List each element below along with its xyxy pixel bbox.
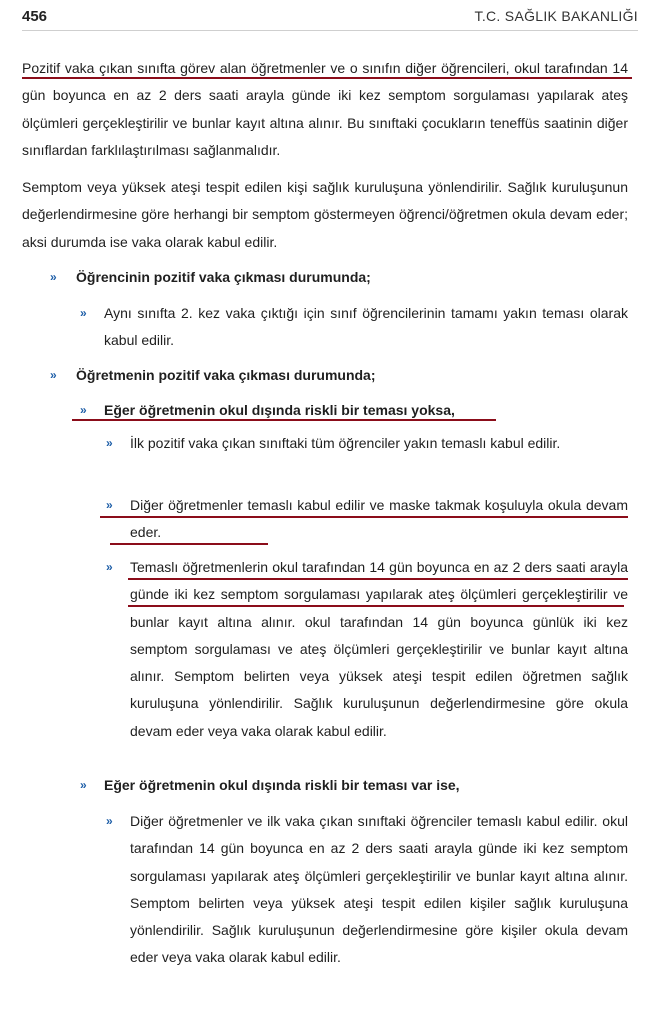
bullet-chevron-icon: »: [80, 403, 86, 417]
contact-text: Diğer öğretmenler ve ilk vaka çıkan sınıftaki öğrenciler temaslı kabul edilir. okul tarafından 14 gün boyunca en az 2 ders saati arayla günde iki kez semptom sorgulaması yapılarak ateş ölçümleri gerçekleştirilir ve bunlar kayıt altına alınır. Semptom belirten veya yüksek ateşi tespit edilen kişiler sağlık kuruluşuna yönlendirilir. Sağlık kuruluşunun değerlendirmesine göre kişiler okula devam eder veya vaka olarak kabul edilir.: [130, 813, 628, 966]
student-case-text: Aynı sınıfta 2. kez vaka çıktığı için sınıf öğrencilerinin tamamı yakın teması olarak kabul edilir.: [104, 305, 628, 349]
bullet-chevron-icon: »: [106, 498, 112, 512]
header-divider: [22, 30, 638, 31]
ministry-name: T.C. SAĞLIK BAKANLIĞI: [474, 8, 638, 24]
underline-annotation: [128, 578, 628, 580]
underline-annotation: [22, 77, 632, 79]
teacher-case-heading: Öğretmenin pozitif vaka çıkması durumunda;: [76, 367, 376, 383]
paragraph-classroom-contacts: Pozitif vaka çıkan sınıfta görev alan öğretmenler ve o sınıfın diğer öğrencileri, okul tarafından 14 gün boyunca en az 2 ders saati arayla günde iki kez semptom sorgulaması yapılarak ateş ölçümleri gerçekleştirilir ve bunlar kayıt altına alınır. Bu sınıftaki çocukların teneffüs saatinin diğer sınıflardan farklılaştırılması sağlanmalıdır.: [22, 60, 628, 158]
underline-annotation: [100, 516, 628, 518]
no-contact-text-2: Diğer öğretmenler temaslı kabul edilir ve maske takmak koşuluyla okula devam eder.: [130, 497, 628, 541]
no-contact-text-1: İlk pozitif vaka çıkan sınıftaki tüm öğrenciler yakın temaslı kabul edilir.: [130, 435, 561, 451]
bullet-chevron-icon: »: [80, 306, 86, 320]
paragraph-symptom-referral: Semptom veya yüksek ateşi tespit edilen kişi sağlık kuruluşuna yönlendirilir. Sağlık kuruluşunun değerlendirmesine göre herhangi bir semptom göstermeyen öğrenci/öğretmen okula devam eder; aksi durumda ise vaka olarak kabul edilir.: [22, 179, 628, 250]
bullet-chevron-icon: »: [50, 270, 56, 284]
underline-annotation: [110, 543, 268, 545]
page-header: [22, 6, 638, 30]
student-case-heading: Öğrencinin pozitif vaka çıkması durumunda;: [76, 269, 371, 285]
no-contact-text-3: Temaslı öğretmenlerin okul tarafından 14 gün boyunca en az 2 ders saati arayla günde iki kez semptom sorgulaması yapılarak ateş ölçümleri gerçekleştirilir ve bunlar kayıt altına alınır. okul tarafından 14 gün boyunca günlük iki kez semptom sorgulaması ve ateş ölçümleri gerçekleştirilir ve bunlar kayıt altına alınır. Semptom belirten veya yüksek ateşi tespit edilen öğretmen sağlık kuruluşuna yönlendirilir. Sağlık kuruluşunun değerlendirmesine göre okula devam eder veya vaka olarak kabul edilir.: [130, 559, 628, 739]
underline-annotation: [128, 605, 624, 607]
bullet-chevron-icon: »: [106, 436, 112, 450]
bullet-chevron-icon: »: [106, 814, 112, 828]
page-number: 456: [22, 8, 48, 25]
bullet-chevron-icon: »: [80, 778, 86, 792]
bullet-chevron-icon: »: [50, 368, 56, 382]
underline-annotation: [72, 419, 496, 421]
bullet-chevron-icon: »: [106, 560, 112, 574]
contact-heading: Eğer öğretmenin okul dışında riskli bir teması var ise,: [104, 777, 460, 793]
no-contact-heading: Eğer öğretmenin okul dışında riskli bir teması yoksa,: [104, 402, 455, 418]
